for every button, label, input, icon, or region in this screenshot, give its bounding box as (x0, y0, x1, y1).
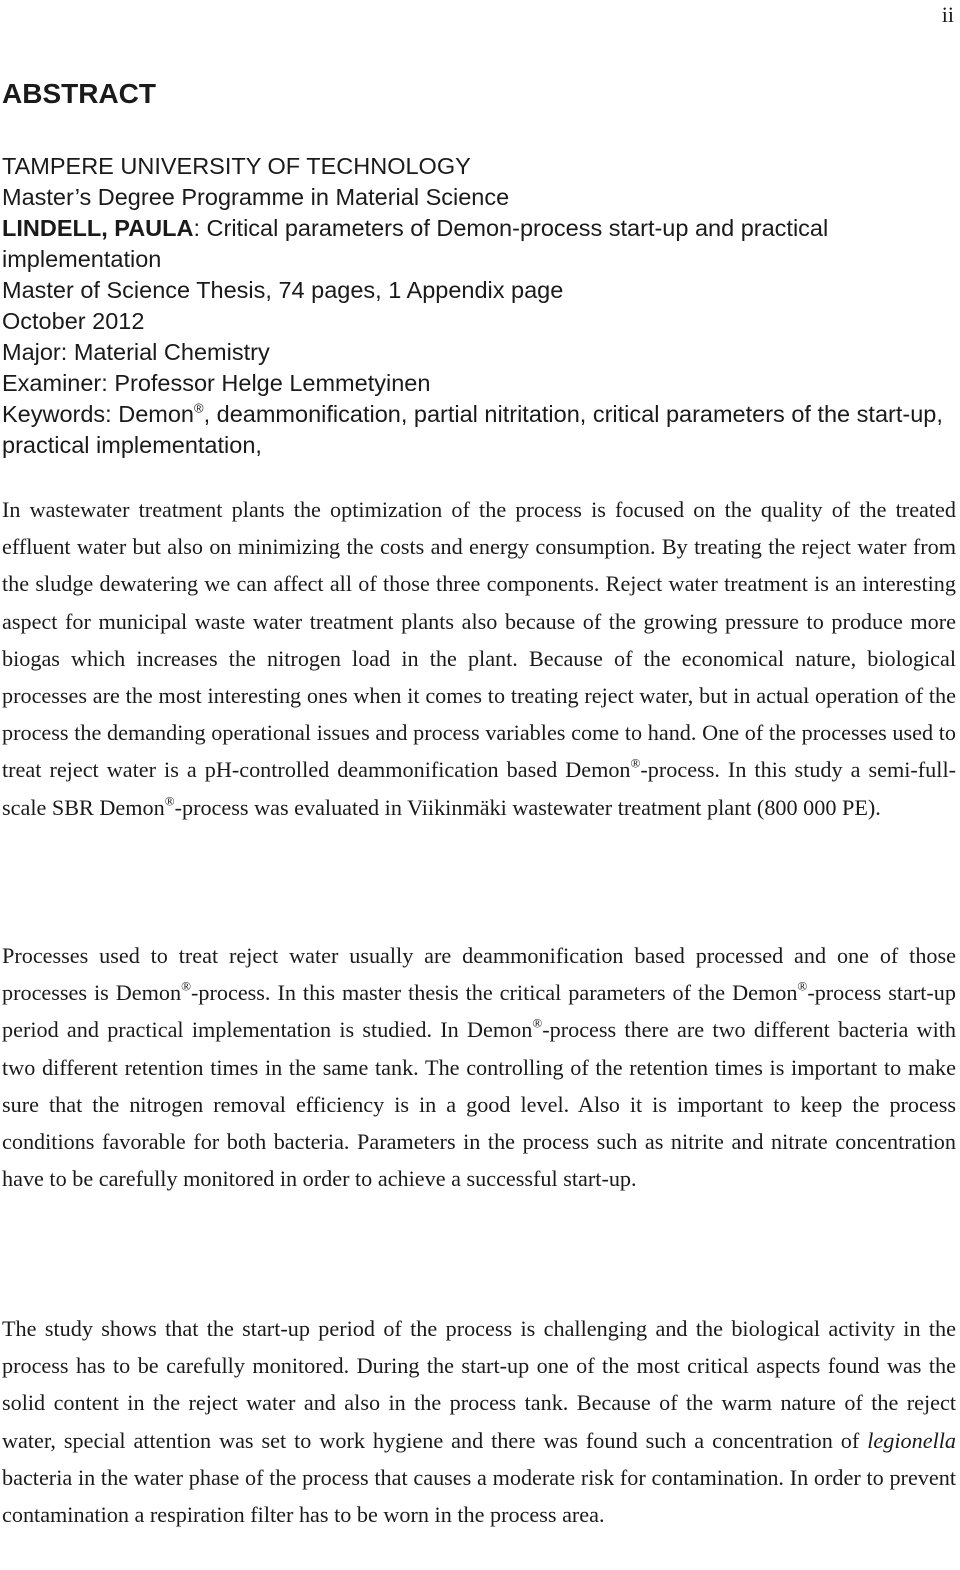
abstract-paragraph-2 (2, 937, 956, 1197)
university-name: TAMPERE UNIVERSITY OF TECHNOLOGY (2, 153, 471, 179)
registered-mark: ® (181, 978, 191, 994)
major: Major: Material Chemistry (2, 339, 270, 365)
thesis-metadata (2, 151, 954, 461)
registered-mark: ® (630, 755, 641, 771)
abstract-paragraph-1 (2, 491, 956, 826)
paragraph-2-text-a: Processes used to treat reject water usually are deammonification based processed and one of those processes is Demon (2, 943, 956, 1006)
registered-mark: ® (194, 400, 204, 416)
registered-mark: ® (532, 1015, 543, 1031)
registered-mark: ® (797, 978, 808, 994)
paragraph-3-text-a: The study shows that the start-up period of the process is challenging and the biological activity in the process has to be carefully monitored. During the start-up one of the most critical aspects found was the solid content in the reject water and also in the process tank. Because of the warm nature of the reject water, special attention was set to work hygiene and there was found such a concentration of (2, 1316, 956, 1453)
thesis-title: : Critical parameters of Demon-process start-up and practical implementation (2, 215, 829, 272)
author-and-title (2, 213, 954, 275)
paragraph-1-text-a: In wastewater treatment plants the optimization of the process is focused on the quality of the treated effluent water but also on minimizing the costs and energy consumption. By treating the reject water from the sludge dewatering we can affect all of those three components. Reject water treatment is an interesting aspect for municipal waste water treatment plants also because of the growing pressure to produce more biogas which increases the nitrogen load in the plant. Because of the economical nature, biological processes are the most interesting ones when it comes to treating reject water, but in actual operation of the process the demanding operational issues and process variables come to hand. One of the processes used to treat reject water is a pH-controlled deammonification based Demon (2, 497, 956, 783)
paragraph-2-text-b: -process. In this master thesis the critical parameters of the Demon (191, 980, 798, 1006)
species-name: legionella (867, 1427, 956, 1453)
author-name: LINDELL, PAULA (2, 215, 194, 241)
thesis-date: October 2012 (2, 308, 145, 334)
paragraph-1-text-b: -process. In this study a semi-full-scale SBR Demon (2, 757, 956, 820)
page-number: ii (941, 2, 954, 27)
keywords-label: Keywords: Demon (2, 401, 194, 427)
keywords-list: , deammonification, partial nitritation, critical parameters of the start-up, practical implementation, (2, 401, 943, 458)
degree-programme: Master’s Degree Programme in Material Science (2, 184, 510, 210)
keywords (2, 399, 954, 461)
paragraph-2-text-c: -process start-up period and practical implementation is studied. In Demon (2, 980, 956, 1043)
abstract-heading: ABSTRACT (2, 78, 156, 109)
registered-mark: ® (164, 792, 175, 808)
thesis-info: Master of Science Thesis, 74 pages, 1 Appendix page (2, 277, 564, 303)
abstract-paragraph-3 (2, 1310, 956, 1533)
examiner: Examiner: Professor Helge Lemmetyinen (2, 370, 431, 396)
paragraph-3-text-b: bacteria in the water phase of the process that causes a moderate risk for contamination. In order to prevent contamination a respiration filter has to be worn in the process area. (2, 1464, 956, 1528)
paragraph-1-text-c: -process was evaluated in Viikinmäki wastewater treatment plant (800 000 PE). (174, 794, 881, 820)
paragraph-2-text-d: -process there are two different bacteria with two different retention times in the same tank. The controlling of the retention times is important to make sure that the nitrogen removal efficiency is in a good level. Also it is important to keep the process conditions favorable for both bacteria. Parameters in the process such as nitrite and nitrate concentration have to be carefully monitored in order to achieve a successful start-up. (2, 1017, 956, 1192)
